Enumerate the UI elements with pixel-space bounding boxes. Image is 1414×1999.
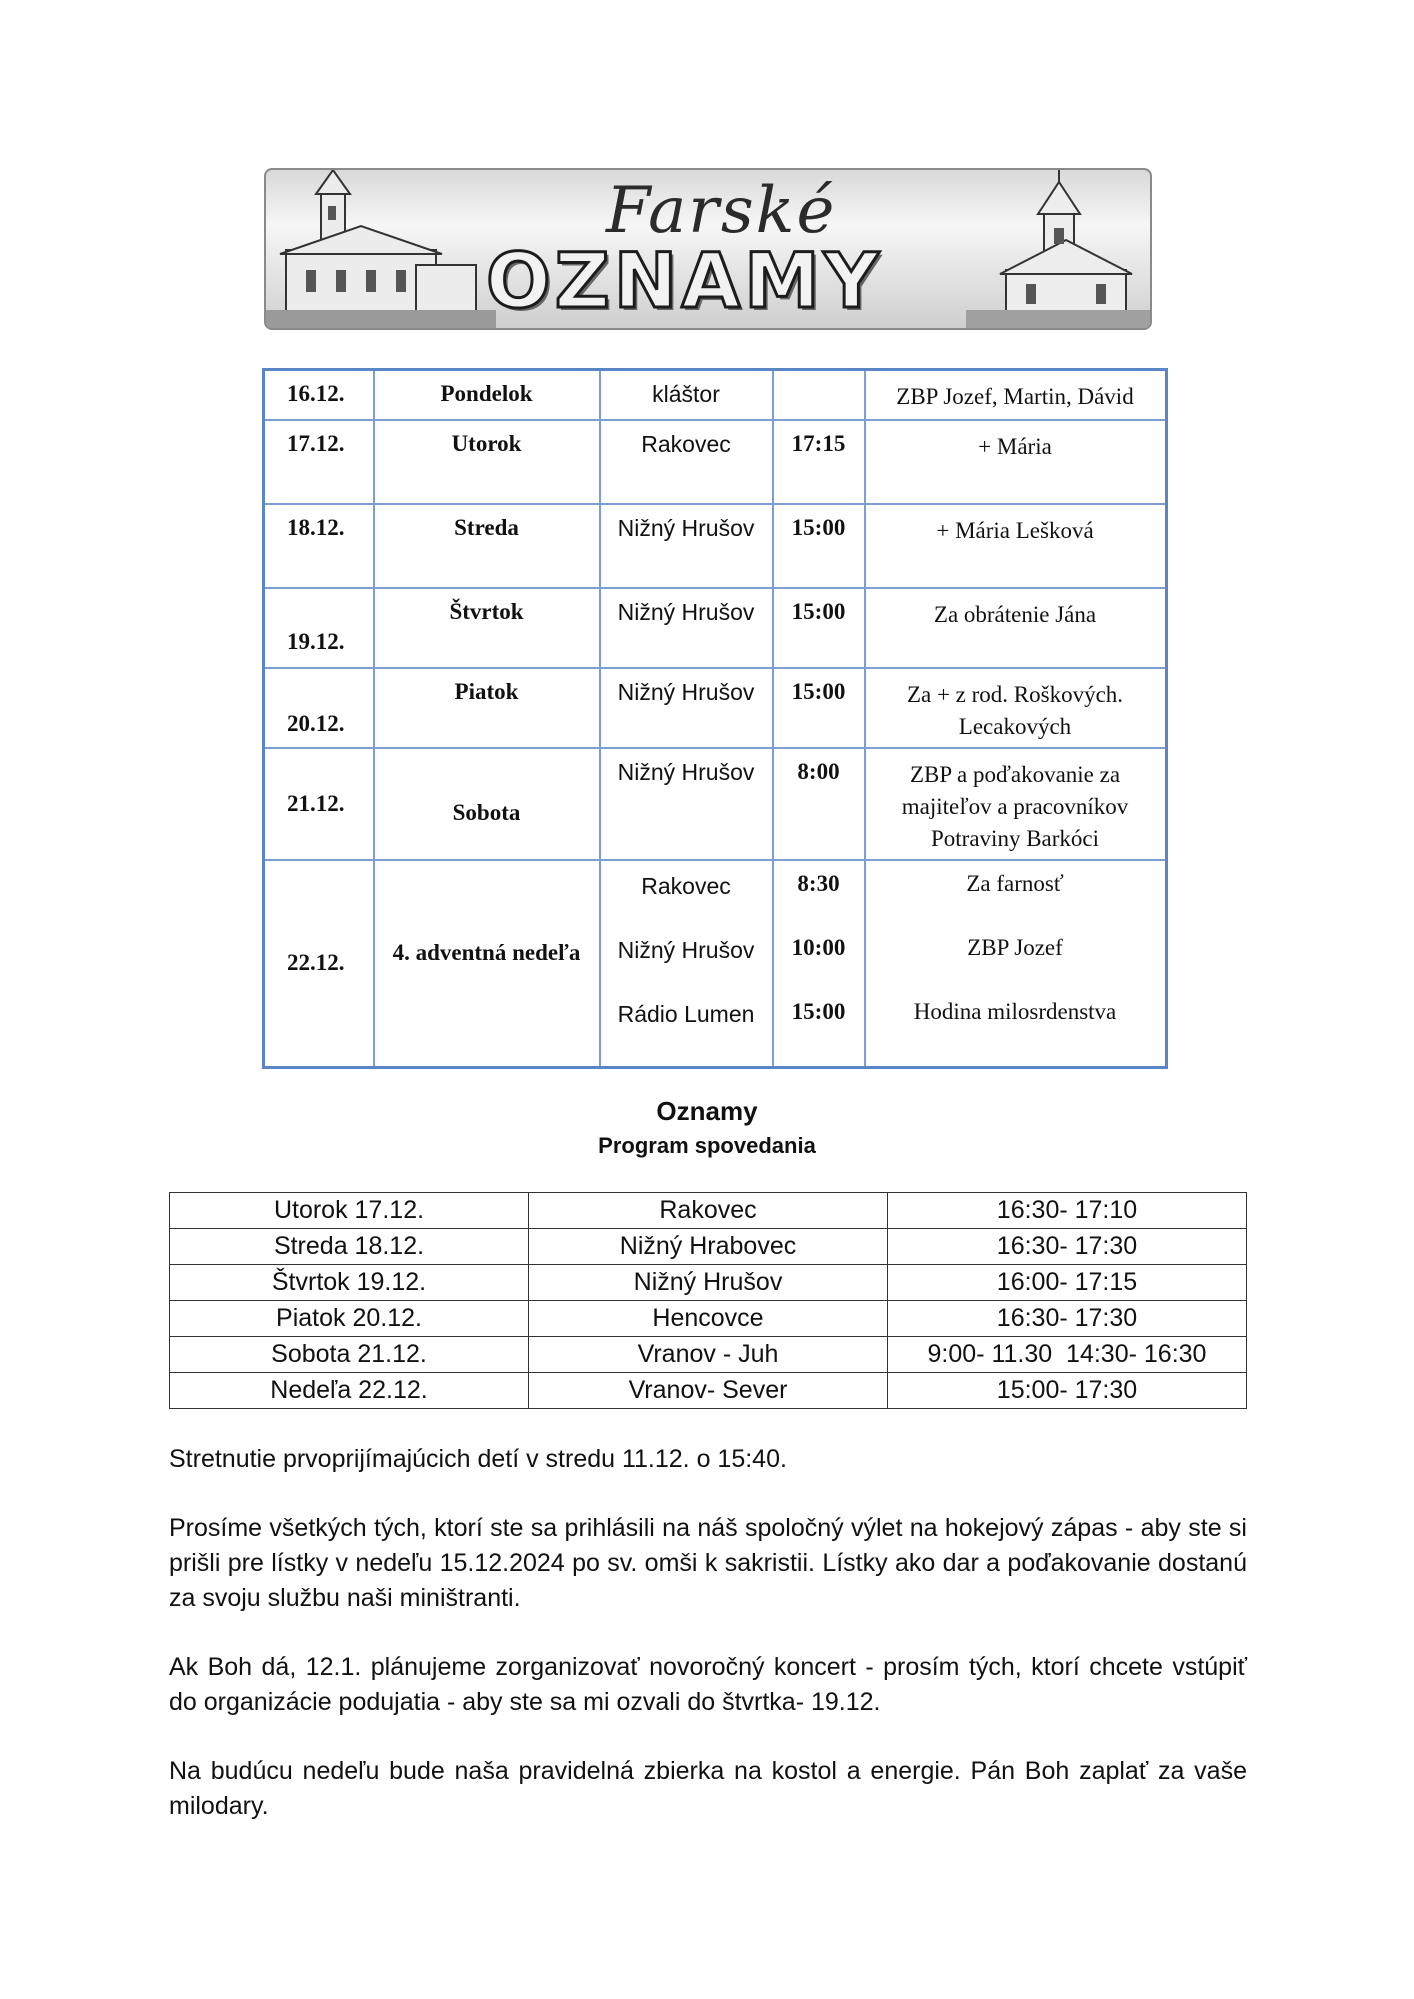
date-cell: 21.12. (264, 748, 374, 860)
intention-line: Hodina milosrdenstva (913, 998, 1117, 1024)
announcement-paragraph: Na budúcu nedeľu bude naša pravidelná zbierka na kostol a energie. Pán Boh zaplať za vaše milodary. (169, 1757, 1247, 1820)
confession-time: 15:00- 17:30 (888, 1373, 1247, 1409)
intention-cell: + Mária (865, 420, 1167, 504)
confession-time: 16:30- 17:30 (888, 1229, 1247, 1265)
time-cell (773, 370, 865, 420)
confession-time: 9:00- 11.30 14:30- 16:30 (888, 1337, 1247, 1373)
place-line: Nižný Hrušov (617, 936, 755, 963)
place-line: Rádio Lumen (617, 1000, 755, 1027)
time-line: 15:00 (791, 998, 846, 1024)
table-row (264, 588, 1167, 668)
banner-block-word: OZNAMY (486, 236, 883, 325)
table-row (170, 1229, 1247, 1265)
announcement-paragraph: Ak Boh dá, 12.1. plánujeme zorganizovať novoročný koncert - prosím tých, ktorí chcete vstúpiť do organizácie podujatia - aby ste sa mi ozvali do štvrtka- 19.12. (169, 1653, 1247, 1716)
announcement-paragraph: Prosíme všetkých tých, ktorí ste sa prihlásili na náš spoločný výlet na hokejový zápas - aby ste si prišli pre lístky v nedeľu 15.12.2024 po sv. omši k sakristii. Lístky ako dar a poďakovanie dostanú za svoju službu naši miništranti. (169, 1514, 1247, 1612)
confession-schedule-table (169, 1192, 1247, 1409)
banner-script-word: Farské (606, 174, 837, 248)
intention-line: ZBP Jozef (967, 934, 1063, 960)
confession-day: Utorok 17.12. (170, 1193, 529, 1229)
table-row (170, 1373, 1247, 1409)
day-cell: Streda (374, 504, 600, 588)
confession-place: Rakovec (529, 1193, 888, 1229)
confession-place: Nižný Hrabovec (529, 1229, 888, 1265)
table-row (264, 860, 1167, 1068)
intention-cell: ZBP a poďakovanie za majiteľov a pracovníkov Potraviny Barkóci (865, 748, 1167, 860)
place-line: Rakovec (641, 872, 731, 899)
time-cell: 17:15 (773, 420, 865, 504)
place-cell: Nižný Hrušov (600, 588, 773, 668)
time-cell (773, 860, 865, 1068)
place-cell: Nižný Hrušov (600, 748, 773, 860)
confession-place: Hencovce (529, 1301, 888, 1337)
announcements-title: Oznamy (656, 1096, 758, 1126)
confession-time: 16:30- 17:30 (888, 1301, 1247, 1337)
table-row (170, 1265, 1247, 1301)
table-row (170, 1337, 1247, 1373)
date-cell: 19.12. (264, 588, 374, 668)
day-cell: Sobota (374, 748, 600, 860)
table-row (170, 1301, 1247, 1337)
confession-day: Nedeľa 22.12. (170, 1373, 529, 1409)
place-cell (600, 860, 773, 1068)
date-cell: 18.12. (264, 504, 374, 588)
time-cell: 15:00 (773, 668, 865, 748)
time-cell: 8:00 (773, 748, 865, 860)
date-cell: 16.12. (264, 370, 374, 420)
table-row (264, 504, 1167, 588)
day-cell: Štvrtok (374, 588, 600, 668)
intention-cell: Za obrátenie Jána (865, 588, 1167, 668)
confession-place: Vranov- Sever (529, 1373, 888, 1409)
date-cell: 22.12. (264, 860, 374, 1068)
confession-program-subtitle: Program spovedania (598, 1133, 816, 1158)
day-cell: 4. adventná nedeľa (374, 860, 600, 1068)
table-row (264, 420, 1167, 504)
intention-cell: Za + z rod. Roškových. Lecakových (865, 668, 1167, 748)
date-cell: 20.12. (264, 668, 374, 748)
intention-cell: + Mária Lešková (865, 504, 1167, 588)
intention-cell (865, 860, 1167, 1068)
table-row (264, 748, 1167, 860)
confession-day: Streda 18.12. (170, 1229, 529, 1265)
table-row (264, 668, 1167, 748)
mass-schedule-table (262, 368, 1168, 1069)
place-cell: Rakovec (600, 420, 773, 504)
confession-day: Sobota 21.12. (170, 1337, 529, 1373)
table-row (264, 370, 1167, 420)
intention-line: Za farnosť (966, 870, 1064, 896)
place-cell: Nižný Hrušov (600, 504, 773, 588)
day-cell: Utorok (374, 420, 600, 504)
confession-place: Nižný Hrušov (529, 1265, 888, 1301)
time-line: 10:00 (791, 934, 846, 960)
header-banner (264, 168, 1152, 330)
time-cell: 15:00 (773, 504, 865, 588)
confession-time: 16:00- 17:15 (888, 1265, 1247, 1301)
day-cell: Pondelok (374, 370, 600, 420)
table-row (170, 1193, 1247, 1229)
confession-time: 16:30- 17:10 (888, 1193, 1247, 1229)
time-cell: 15:00 (773, 588, 865, 668)
date-cell: 17.12. (264, 420, 374, 504)
confession-day: Štvrtok 19.12. (170, 1265, 529, 1301)
day-cell: Piatok (374, 668, 600, 748)
confession-day: Piatok 20.12. (170, 1301, 529, 1337)
place-cell: kláštor (600, 370, 773, 420)
place-cell: Nižný Hrušov (600, 668, 773, 748)
confession-place: Vranov - Juh (529, 1337, 888, 1373)
announcement-paragraph: Stretnutie prvoprijímajúcich detí v stredu 11.12. o 15:40. (169, 1445, 787, 1473)
intention-cell: ZBP Jozef, Martin, Dávid (865, 370, 1167, 420)
time-line: 8:30 (797, 870, 840, 896)
